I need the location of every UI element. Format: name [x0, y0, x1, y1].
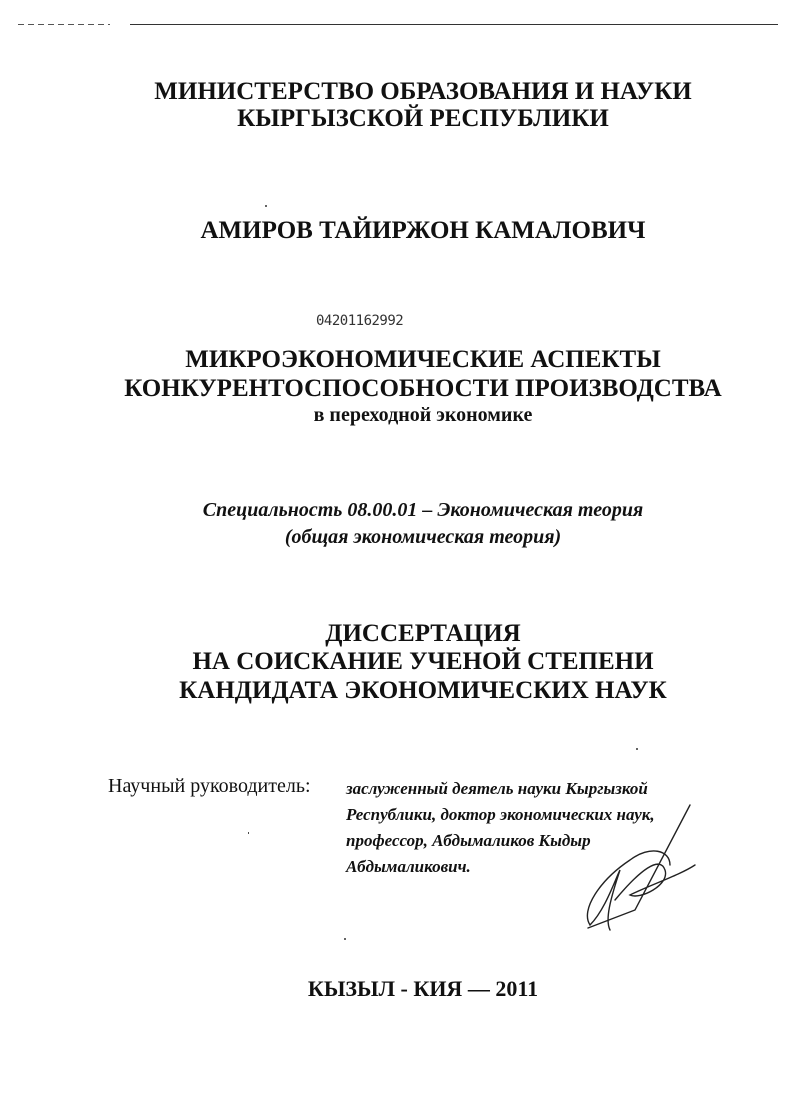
scan-speck: [248, 832, 249, 834]
dissertation-line-1: ДИССЕРТАЦИЯ: [325, 620, 521, 647]
supervisor-line: Республики, доктор экономических наук,: [346, 805, 655, 824]
dissertation-line-2: НА СОИСКАНИЕ УЧЕНОЙ СТЕПЕНИ: [192, 648, 654, 675]
ministry-line-1: МИНИСТЕРСТВО ОБРАЗОВАНИЯ И НАУКИ: [154, 78, 692, 105]
ministry-line-2: КЫРГЫЗСКОЙ РЕСПУБЛИКИ: [237, 105, 609, 132]
author-name: АМИРОВ ТАЙИРЖОН КАМАЛОВИЧ: [200, 217, 646, 244]
scan-speck: [344, 938, 346, 940]
signature: [560, 800, 710, 940]
scan-edge-line: [130, 24, 778, 25]
footer-city-year: КЫЗЫЛ - КИЯ — 2011: [307, 976, 539, 1001]
specialty-line-2: (общая экономическая теория): [284, 526, 562, 548]
title-line-3: в переходной экономике: [313, 404, 533, 426]
scan-speck: [636, 748, 638, 750]
supervisor-label: Научный руководитель:: [108, 775, 311, 797]
title-line-2: КОНКУРЕНТОСПОСОБНОСТИ ПРОИЗВОДСТВА: [124, 375, 722, 402]
supervisor-line: профессор, Абдымаликов Кыдыр: [346, 831, 591, 850]
catalog-number: 04201162992: [316, 313, 404, 329]
dissertation-line-3: КАНДИДАТА ЭКОНОМИЧЕСКИХ НАУК: [179, 677, 667, 704]
supervisor-line: Абдымаликович.: [346, 857, 471, 876]
supervisor-line: заслуженный деятель науки Кыргызкой: [346, 779, 648, 798]
scan-edge-dashes: [18, 24, 110, 25]
specialty-line-1: Специальность 08.00.01 – Экономическая теория: [202, 499, 644, 521]
scan-speck: [265, 205, 267, 207]
title-line-1: МИКРОЭКОНОМИЧЕСКИЕ АСПЕКТЫ: [185, 346, 661, 373]
